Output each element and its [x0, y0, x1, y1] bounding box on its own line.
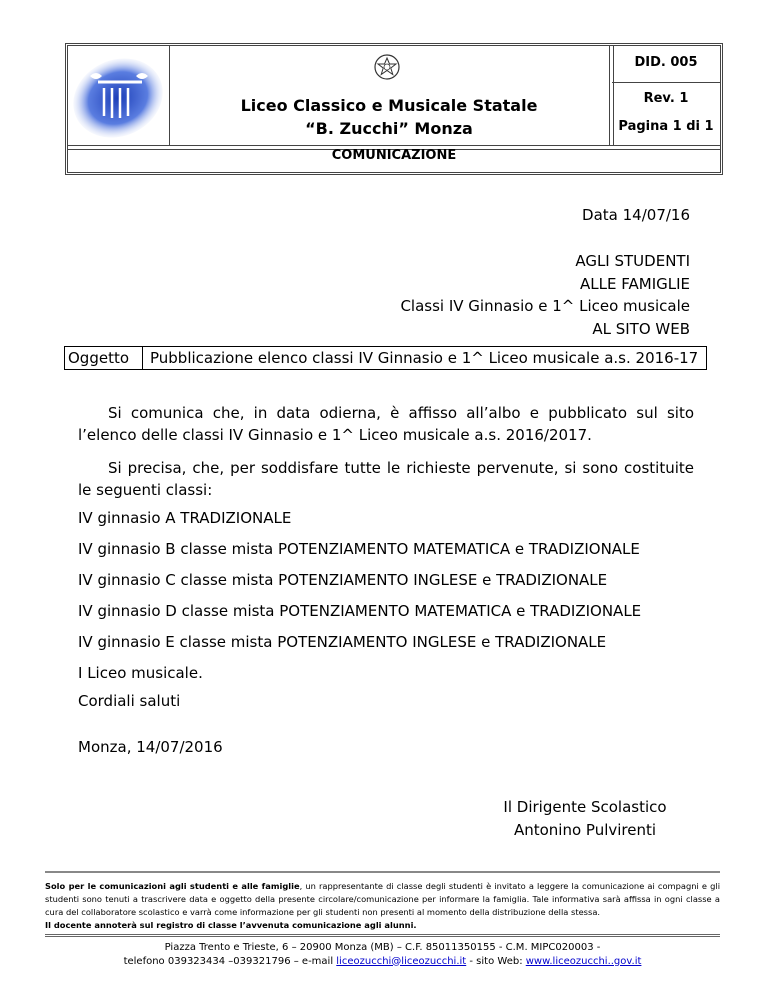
closing: Cordiali saluti	[78, 692, 181, 710]
footer	[45, 941, 720, 968]
recipient: Classi IV Ginnasio e 1^ Liceo musicale	[400, 297, 690, 315]
footer-phone: telefono 039323434 –039321796 – e-mail	[123, 955, 337, 967]
website-link[interactable]: www.liceozucchi..gov.it	[525, 955, 642, 967]
paragraph: Si comunica che, in data odierna, è affisso all’albo e pubblicato sul sito l’elenco delle classi IV Ginnasio e 1^ Liceo musicale a.s. 2016/2017.	[78, 404, 694, 444]
document-header	[65, 43, 723, 175]
school-title	[169, 46, 609, 145]
list-item: IV ginnasio B classe mista POTENZIAMENTO MATEMATICA e TRADIZIONALE	[78, 540, 640, 558]
recipient: ALLE FAMIGLIE	[580, 274, 690, 293]
doc-code: DID. 005	[634, 55, 698, 70]
divider	[612, 82, 720, 83]
signatory-name: Antonino Pulvirenti	[513, 821, 657, 839]
school-name-line1: Liceo Classico e Musicale Statale	[240, 96, 538, 115]
divider	[45, 871, 720, 873]
divider	[45, 934, 720, 939]
footer-web-label: - sito Web:	[466, 955, 526, 967]
footnote	[45, 880, 720, 932]
doc-type: COMUNICAZIONE	[331, 148, 457, 163]
body-paragraph	[78, 457, 694, 501]
school-name-line2: “B. Zucchi” Monza	[305, 119, 473, 138]
signatory-role: Il Dirigente Scolastico	[503, 798, 667, 816]
doc-revision: Rev. 1	[643, 91, 689, 106]
footnote-last: Il docente annoterà sul registro di classe l’avvenuta comunicazione agli alunni.	[45, 920, 417, 930]
list-item: IV ginnasio C classe mista POTENZIAMENTO INGLESE e TRADIZIONALE	[78, 571, 608, 589]
footnote-text: , un rappresentante di classe degli studenti è invitato a leggere la comunicazione ai compagni e gli studenti sono tenuti a trascrivere data e oggetto della presente circolare/comunicazione per informare la famiglia. Tale informativa sarà affissa in ogni classe a cura del collaboratore scolastico e varrà come informazione per gli studenti non presenti al momento della distribuzione della stessa.	[45, 881, 720, 917]
doc-page: Pagina 1 di 1	[618, 119, 714, 134]
subject-text: Pubblicazione elenco classi IV Ginnasio e 1^ Liceo musicale a.s. 2016-17	[150, 349, 699, 367]
list-item: I Liceo musicale.	[78, 664, 203, 682]
recipient: AL SITO WEB	[592, 319, 690, 338]
list-item: IV ginnasio A TRADIZIONALE	[78, 509, 292, 527]
document-info	[612, 46, 720, 145]
footnote-lead: Solo per le comunicazioni agli studenti e alle famiglie	[45, 881, 300, 891]
recipient: AGLI STUDENTI	[575, 252, 690, 270]
document-date: Data 14/07/16	[582, 206, 690, 224]
recipients	[400, 250, 690, 340]
body-paragraph	[78, 402, 694, 446]
list-item: IV ginnasio D classe mista POTENZIAMENTO MATEMATICA e TRADIZIONALE	[78, 602, 642, 620]
email-link[interactable]: liceozucchi@liceozucchi.it	[336, 955, 467, 967]
signature	[480, 796, 690, 842]
republic-emblem-icon	[373, 53, 401, 81]
subject-box	[64, 346, 707, 370]
school-logo	[68, 46, 169, 145]
footer-address: Piazza Trento e Trieste, 6 – 20900 Monza (MB) – C.F. 85011350155 - C.M. MIPC020003 -	[164, 942, 601, 953]
list-item: IV ginnasio E classe mista POTENZIAMENTO INGLESE e TRADIZIONALE	[78, 633, 607, 651]
paragraph: Si precisa, che, per soddisfare tutte le richieste pervenute, si sono costituite le seguenti classi:	[78, 459, 694, 499]
subject-label: Oggetto	[65, 347, 143, 369]
place-date: Monza, 14/07/2016	[78, 738, 223, 756]
class-list	[78, 509, 641, 695]
